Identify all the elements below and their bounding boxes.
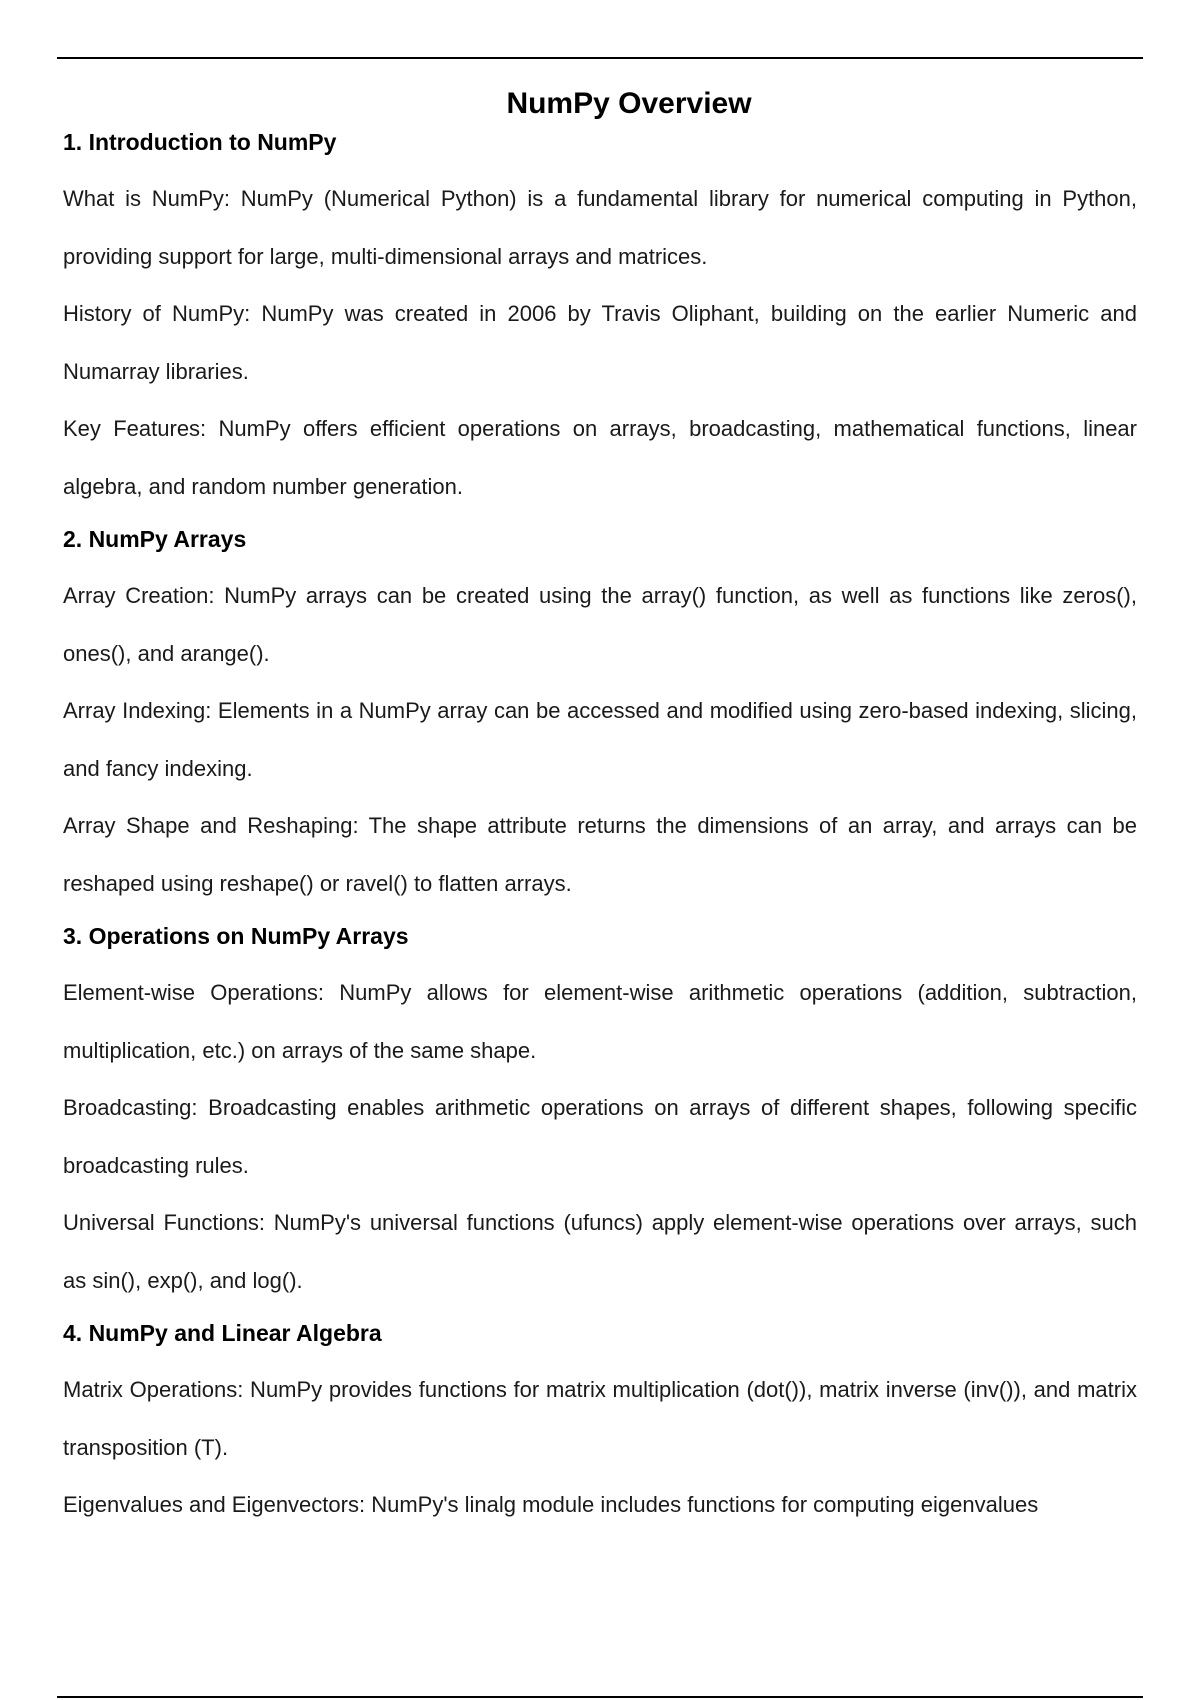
- paragraph-array-creation: Array Creation: NumPy arrays can be created using the array() function, as well as functions like zeros(), ones(), and arange().: [63, 583, 1137, 666]
- paragraph-broadcasting: Broadcasting: Broadcasting enables arithmetic operations on arrays of different shapes, following specific broadcasting rules.: [63, 1095, 1137, 1178]
- top-rule: [57, 57, 1143, 59]
- section-introduction: [63, 118, 1137, 515]
- section-operations: [63, 912, 1137, 1309]
- paragraph-matrix-operations: Matrix Operations: NumPy provides functions for matrix multiplication (dot()), matrix inverse (inv()), and matrix transposition (T).: [63, 1377, 1137, 1460]
- paragraph-element-wise: Element-wise Operations: NumPy allows for element-wise arithmetic operations (addition, subtraction, multiplication, etc.) on arrays of the same shape.: [63, 980, 1137, 1063]
- paragraph-ufuncs: Universal Functions: NumPy's universal functions (ufuncs) apply element-wise operations over arrays, such as sin(), exp(), and log().: [63, 1210, 1137, 1293]
- paragraph-array-shape: Array Shape and Reshaping: The shape attribute returns the dimensions of an array, and arrays can be reshaped using reshape() or ravel() to flatten arrays.: [63, 813, 1137, 896]
- document-body: [63, 118, 1137, 1534]
- section-heading: 3. Operations on NumPy Arrays: [63, 923, 409, 949]
- paragraph-what-is-numpy: What is NumPy: NumPy (Numerical Python) is a fundamental library for numerical computing in Python, providing support for large, multi-dimensional arrays and matrices.: [63, 186, 1137, 269]
- section-heading: 4. NumPy and Linear Algebra: [63, 1320, 382, 1346]
- paragraph-array-indexing: Array Indexing: Elements in a NumPy array can be accessed and modified using zero-based indexing, slicing, and fancy indexing.: [63, 698, 1137, 781]
- bottom-rule: [57, 1696, 1143, 1698]
- paragraph-eigenvalues: Eigenvalues and Eigenvectors: NumPy's linalg module includes functions for computing eigenvalues: [63, 1492, 1039, 1517]
- section-arrays: [63, 515, 1137, 912]
- page-title: NumPy Overview: [506, 87, 752, 121]
- section-heading: 1. Introduction to NumPy: [63, 129, 337, 155]
- paragraph-history: History of NumPy: NumPy was created in 2006 by Travis Oliphant, building on the earlier Numeric and Numarray libraries.: [63, 301, 1137, 384]
- section-linear-algebra: [63, 1309, 1137, 1534]
- section-heading: 2. NumPy Arrays: [63, 526, 247, 552]
- paragraph-key-features: Key Features: NumPy offers efficient operations on arrays, broadcasting, mathematical functions, linear algebra, and random number generation.: [63, 416, 1137, 499]
